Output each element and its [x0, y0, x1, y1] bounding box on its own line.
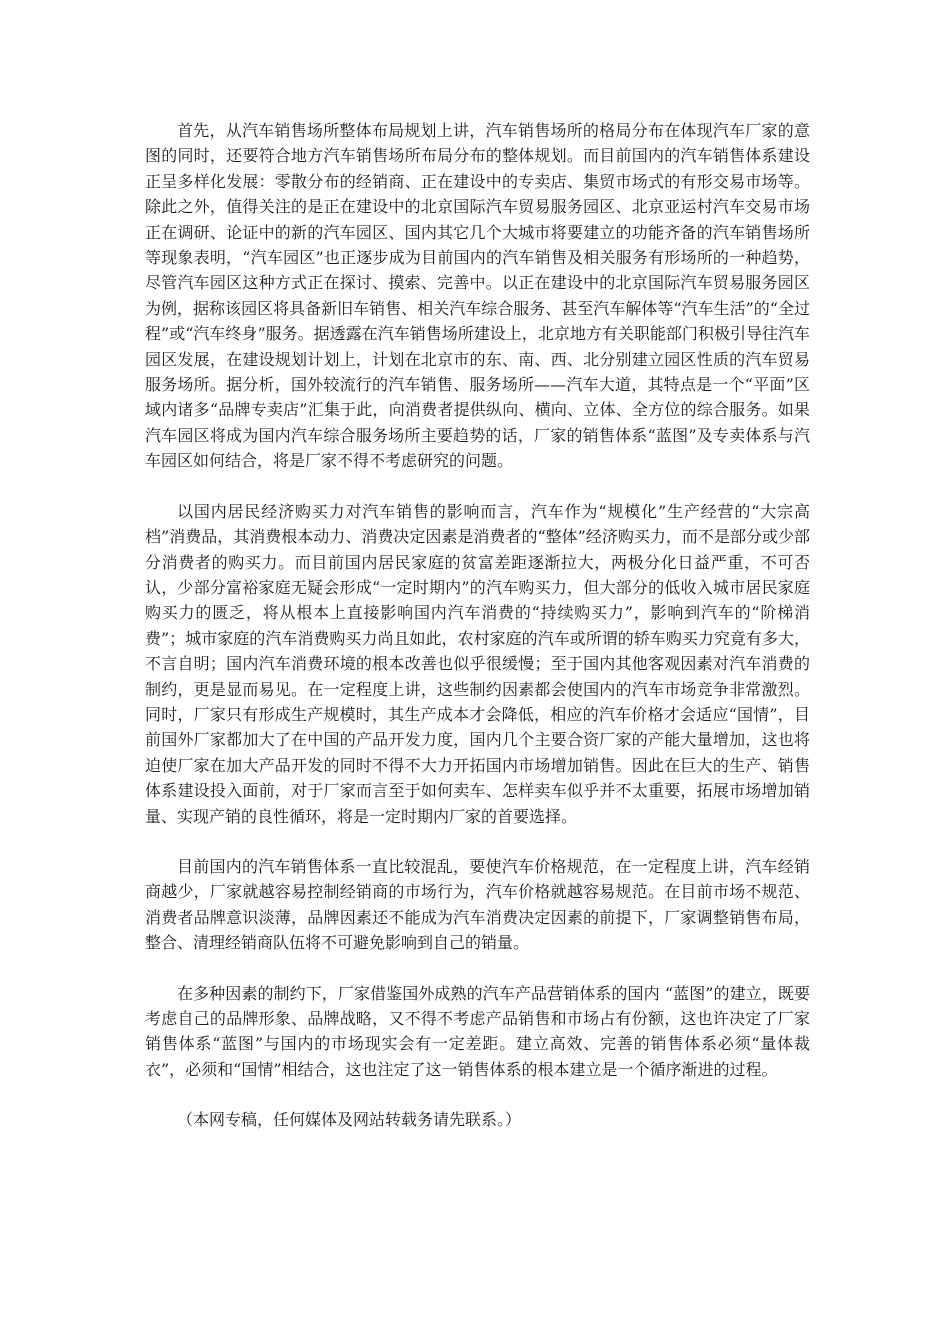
- article-body: [145, 118, 810, 1133]
- paragraph-2: 以国内居民经济购买力对汽车销售的影响而言，汽车作为“规模化”生产经营的“大宗高档”消费品，其消费根本动力、消费决定因素是消费者的“整体”经济购买力，而不是部分或少部分消费者的购买力。而目前国内居民家庭的贫富差距逐渐拉大，两极分化日益严重，不可否认，少部分富裕家庭无疑会形成“一定时期内”的汽车购买力，但大部分的低收入城市居民家庭购买力的匮乏，将从根本上直接影响国内汽车消费的“持续购买力”，影响到汽车的“阶梯消费”；城市家庭的汽车消费购买力尚且如此，农村家庭的汽车或所谓的轿车购买力究竟有多大，不言自明；国内汽车消费环境的根本改善也似乎很缓慢；至于国内其他客观因素对汽车消费的制约，更是显而易见。在一定程度上讲，这些制约因素都会使国内的汽车市场竞争非常激烈。同时，厂家只有形成生产规模时，其生产成本才会降低，相应的汽车价格才会适应“国情”，目前国外厂家都加大了在中国的产品开发力度，国内几个主要合资厂家的产能大量增加，这也将迫使厂家在加大产品开发的同时不得不大力开拓国内市场增加销售。因此在巨大的生产、销售体系建设投入面前，对于厂家而言至于如何卖车、怎样卖车似乎并不太重要，拓展市场增加销量、实现产销的良性循环，将是一定时期内厂家的首要选择。: [145, 501, 810, 826]
- paragraph-1: 首先，从汽车销售场所整体布局规划上讲，汽车销售场所的格局分布在体现汽车厂家的意图的同时，还要符合地方汽车销售场所布局分布的整体规划。而目前国内的汽车销售体系建设正呈多样化发展：零散分布的经销商、正在建设中的专卖店、集贸市场式的有形交易市场等。除此之外，值得关注的是正在建设中的北京国际汽车贸易服务园区、北京亚运村汽车交易市场正在调研、论证中的新的汽车园区、国内其它几个大城市将要建立的功能齐备的汽车销售场所等现象表明，“汽车园区”也正逐步成为目前国内的汽车销售及相关服务有形场所的一种趋势，尽管汽车园区这种方式正在探讨、摸索、完善中。以正在建设中的北京国际汽车贸易服务园区为例，据称该园区将具备新旧车销售、相关汽车综合服务、甚至汽车解体等“汽车生活”的“全过程”或“汽车终身”服务。据透露在汽车销售场所建设上，北京地方有关职能部门积极引导往汽车园区发展，在建设规划计划上，计划在北京市的东、南、西、北分别建立园区性质的汽车贸易服务场所。据分析，国外较流行的汽车销售、服务场所——汽车大道，其特点是一个“平面”区域内诸多“品牌专卖店”汇集于此，向消费者提供纵向、横向、立体、全方位的综合服务。如果汽车园区将成为国内汽车综合服务场所主要趋势的话，厂家的销售体系“蓝图”及专卖体系与汽车园区如何结合，将是厂家不得不考虑研究的问题。: [145, 121, 810, 471]
- paragraph-3: 目前国内的汽车销售体系一直比较混乱，要使汽车价格规范，在一定程度上讲，汽车经销商越少，厂家就越容易控制经销商的市场行为，汽车价格就越容易规范。在目前市场不规范、消费者品牌意识淡薄，品牌因素还不能成为汽车消费决定因素的前提下，厂家调整销售布局，整合、清理经销商队伍将不可避免影响到自己的销量。: [145, 856, 810, 953]
- paragraph-4: 在多种因素的制约下，厂家借鉴国外成熟的汽车产品营销体系的国内 “蓝图”的建立，既要考虑自己的品牌形象、品牌战略，又不得不考虑产品销售和市场占有份额，这也许决定了厂家销售体系“蓝图”与国内的市场现实会有一定差距。建立高效、完善的销售体系必须“量体裁衣”，必须和“国情”相结合，这也注定了这一销售体系的根本建立是一个循序渐进的过程。: [145, 983, 810, 1079]
- copyright-note: （本网专稿，任何媒体及网站转载务请先联系。）: [177, 1110, 522, 1130]
